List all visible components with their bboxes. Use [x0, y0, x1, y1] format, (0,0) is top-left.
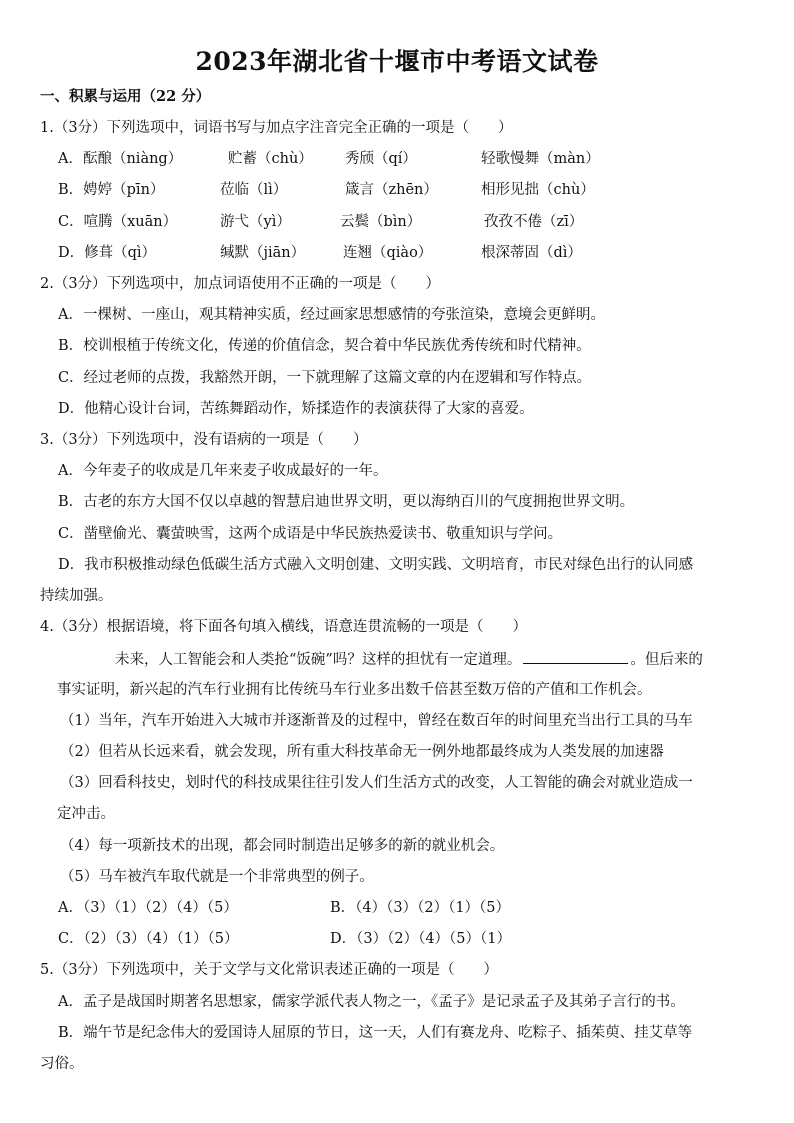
section-heading: 一、积累与运用（22 分）: [40, 88, 211, 105]
q4-sentence-3-continued: 定冲击。: [57, 806, 115, 822]
q2-option-c: C．经过老师的点拨，我豁然开朗，一下就理解了这篇文章的内在逻辑和写作特点。: [58, 370, 592, 386]
q2-option-a: A．一棵树、一座山，观其精神实质，经过画家思想感情的夸张渲染，意境会更鲜明。: [58, 307, 605, 323]
q4-sentence-2: （2）但若从长远来看，就会发现，所有重大科技革命无一例外地都最终成为人类发展的加速器: [60, 744, 664, 760]
q4-passage-line-2: 事实证明，新兴起的汽车行业拥有比传统马车行业多出数千倍甚至数万倍的产值和工作机会。: [57, 682, 652, 698]
q1-option-b-word2: 莅临（lì）: [220, 182, 288, 198]
answer-blank: [523, 648, 628, 664]
page-title: 2023年湖北省十堰市中考语文试卷: [195, 47, 599, 76]
question-5-stem: 5.（3分）下列选项中，关于文学与文化常识表述正确的一项是（ ）: [40, 962, 499, 978]
q4-sentence-3: （3）回看科技史，划时代的科技成果往往引发人们生活方式的改变，人工智能的确会对就业造成一: [60, 775, 693, 791]
q4-option-c: C．（2）（3）（4）（1）（5）: [58, 931, 239, 947]
question-3-stem: 3.（3分）下列选项中，没有语病的一项是（ ）: [40, 432, 368, 448]
q1-option-d: D．修葺（qì）: [58, 245, 157, 261]
q4-option-d: D．（3）（2）（4）（5）（1）: [330, 931, 512, 947]
q3-option-d: D．我市积极推动绿色低碳生活方式融入文明创建、文明实践、文明培育，市民对绿色出行的认同感: [58, 557, 694, 573]
q2-option-b: B．校训根植于传统文化，传递的价值信念，契合着中华民族优秀传统和时代精神。: [58, 338, 591, 354]
question-1-stem: 1.（3分）下列选项中，词语书写与加点字注音完全正确的一项是（ ）: [40, 120, 513, 136]
q1-option-a-word2: 贮蓄（chù）: [228, 151, 313, 167]
q4-sentence-4: （4）每一项新技术的出现，都会同时制造出足够多的新的就业机会。: [60, 838, 505, 854]
q4-passage-line-1: [115, 648, 703, 670]
q4-sentence-5: （5）马车被汽车取代就是一个非常典型的例子。: [60, 869, 374, 885]
q4-passage-text: 未来，人工智能会和人类抢“饭碗”吗？这样的担忧有一定道理。: [115, 652, 522, 668]
q5-option-b-continued: 习俗。: [40, 1056, 84, 1072]
q1-option-c-word4: 孜孜不倦（zī）: [484, 214, 584, 230]
q1-option-b-word3: 箴言（zhēn）: [345, 182, 438, 198]
q4-sentence-1: （1）当年，汽车开始进入大城市并逐渐普及的过程中，曾经在数百年的时间里充当出行工具的马车: [60, 713, 693, 729]
q1-option-a-word4: 轻歌慢舞（màn）: [481, 151, 600, 167]
q1-option-a-word3: 秀颀（qí）: [345, 151, 417, 167]
q4-option-a: A．（3）（1）（2）（4）（5）: [58, 900, 238, 916]
q2-option-d: D．他精心设计台词，苦练舞蹈动作，矫揉造作的表演获得了大家的喜爱。: [58, 401, 534, 417]
q1-option-a: A．酝酿（niàng）: [58, 151, 183, 167]
question-4-stem: 4.（3分）根据语境，将下面各句填入横线，语意连贯流畅的一项是（ ）: [40, 619, 528, 635]
q1-option-c-word2: 游弋（yì）: [220, 214, 291, 230]
q1-option-c-word3: 云鬓（bìn）: [340, 214, 422, 230]
q4-passage-text-end: 。但后来的: [630, 652, 703, 668]
q1-option-b: B．娉婷（pīn）: [58, 182, 165, 198]
q3-option-a: A．今年麦子的收成是几年来麦子收成最好的一年。: [58, 463, 388, 479]
question-2-stem: 2.（3分）下列选项中，加点词语使用不正确的一项是（ ）: [40, 276, 441, 292]
q1-option-d-word4: 根深蒂固（dì）: [481, 245, 582, 261]
q3-option-b: B．古老的东方大国不仅以卓越的智慧启迪世界文明，更以海纳百川的气度拥抱世界文明。: [58, 494, 635, 510]
q4-option-b: B．（4）（3）（2）（1）（5）: [330, 900, 511, 916]
q3-option-d-continued: 持续加强。: [40, 588, 113, 604]
q1-option-b-word4: 相形见拙（chù）: [481, 182, 595, 198]
q1-option-c: C．喧腾（xuān）: [58, 214, 178, 230]
q1-option-d-word2: 缄默（jiān）: [220, 245, 306, 261]
q1-option-d-word3: 连翘（qiào）: [343, 245, 433, 261]
q5-option-b: B．端午节是纪念伟大的爱国诗人屈原的节日，这一天，人们有赛龙舟、吃粽子、插茱萸、挂艾草等: [58, 1025, 693, 1041]
q3-option-c: C．凿壁偷光、囊萤映雪，这两个成语是中华民族热爱读书、敬重知识与学问。: [58, 526, 563, 542]
q5-option-a: A．孟子是战国时期著名思想家，儒家学派代表人物之一，《孟子》是记录孟子及其弟子言行的书。: [58, 994, 685, 1010]
